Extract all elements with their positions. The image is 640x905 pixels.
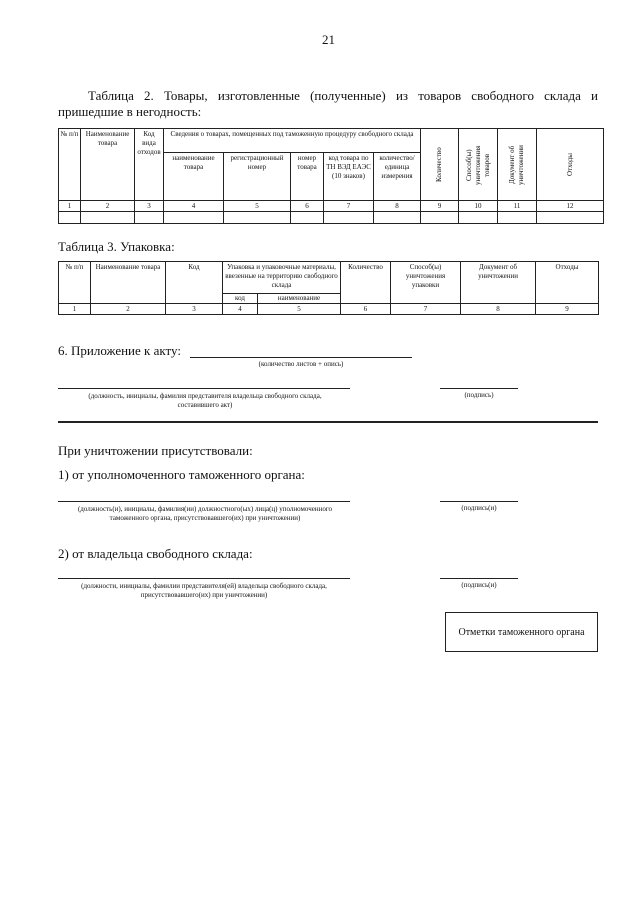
t2-num: 2 bbox=[81, 201, 135, 212]
t2-num: 3 bbox=[135, 201, 164, 212]
t3-h6: Количество bbox=[341, 262, 391, 304]
owner-signature: (подпись(и) bbox=[461, 581, 497, 589]
t2-group: Сведения о товарах, помещенных под таможенную процедуру свободного склада bbox=[164, 129, 421, 153]
table2 bbox=[58, 128, 604, 224]
t2-h3: Код вида отходов bbox=[135, 129, 164, 201]
t3-h8: Документ об уничтожении bbox=[461, 262, 536, 304]
t3-h7: Способ(ы) уничтожения упаковки bbox=[391, 262, 461, 304]
t3-h5: наименование bbox=[258, 294, 341, 304]
t2-h11-cell bbox=[498, 129, 537, 201]
table3 bbox=[58, 261, 599, 315]
t2-num: 9 bbox=[421, 201, 459, 212]
t3-num: 8 bbox=[461, 304, 536, 315]
appendix-caption: (количество листов + опись) bbox=[258, 360, 344, 368]
t2-h6: номер товара bbox=[291, 153, 324, 201]
customs-caption: (должность(и), инициалы, фамилия(ии) должностного(ых) лица(ц) уполномоченного таможенного органа, присутствовавшего(их) при уничтожении) bbox=[77, 505, 333, 522]
t2-h9-cell bbox=[421, 129, 459, 201]
t2-h10-cell bbox=[459, 129, 498, 201]
customs-marks-label: Отметки таможенного органа bbox=[458, 626, 585, 638]
t2-num: 12 bbox=[537, 201, 604, 212]
customs-signature-line bbox=[440, 501, 518, 502]
t2-h2: Наименование товара bbox=[81, 129, 135, 201]
t3-num: 1 bbox=[59, 304, 91, 315]
t2-num: 4 bbox=[164, 201, 224, 212]
t2-num: 5 bbox=[224, 201, 291, 212]
rep-signature-line bbox=[440, 388, 518, 389]
customs-marks-box bbox=[445, 612, 598, 652]
t3-num: 4 bbox=[223, 304, 258, 315]
t2-num: 7 bbox=[324, 201, 374, 212]
t2-h1: № п/п bbox=[59, 129, 81, 201]
customs-line bbox=[58, 501, 350, 502]
t3-num: 6 bbox=[341, 304, 391, 315]
t2-h4: наименование товара bbox=[164, 153, 224, 201]
appendix-label: 6. Приложение к акту: bbox=[58, 343, 181, 358]
t3-h1: № п/п bbox=[59, 262, 91, 304]
t3-num: 9 bbox=[536, 304, 599, 315]
table2-title: Таблица 2. Товары, изготовленные (полученные) из товаров свободного склада и пришедшие в негодность: bbox=[58, 88, 598, 119]
t2-h10: Способ(ы) уничтожения товаров bbox=[464, 144, 491, 185]
rep-caption: (должность, инициалы, фамилия представителя владельца свободного склада, составившего акт) bbox=[88, 392, 322, 409]
t3-h4: код bbox=[223, 294, 258, 304]
t2-h12: Отходы bbox=[565, 153, 574, 176]
table3-title: Таблица 3. Упаковка: bbox=[58, 239, 175, 254]
t2-h7: код товара по ТН ВЭД ЕАЭС (10 знаков) bbox=[324, 153, 374, 201]
t2-num: 10 bbox=[459, 201, 498, 212]
owner-label: 2) от владельца свободного склада: bbox=[58, 546, 253, 561]
t2-h11: Документ об уничтожении bbox=[508, 144, 526, 185]
t3-h3: Код bbox=[166, 262, 223, 304]
rep-line bbox=[58, 388, 350, 389]
t2-h5: регистрационный номер bbox=[224, 153, 291, 201]
t3-h9: Отходы bbox=[536, 262, 599, 304]
t2-h9: Количество bbox=[435, 147, 444, 182]
page-number: 21 bbox=[322, 32, 335, 47]
t2-num: 6 bbox=[291, 201, 324, 212]
rep-signature: (подпись) bbox=[464, 391, 494, 399]
t2-h8: количество/ единица измерения bbox=[374, 153, 421, 201]
t2-empty-row bbox=[59, 212, 604, 224]
t2-num: 8 bbox=[374, 201, 421, 212]
t3-num: 2 bbox=[91, 304, 166, 315]
t2-num: 1 bbox=[59, 201, 81, 212]
t3-num: 5 bbox=[258, 304, 341, 315]
t3-h2: Наименование товара bbox=[91, 262, 166, 304]
present-title: При уничтожении присутствовали: bbox=[58, 443, 253, 458]
owner-caption: (должности, инициалы, фамилии представителя(ей) владельца свободного склада, присутствовавшего(их) при уничтожении) bbox=[81, 582, 327, 599]
t3-num: 7 bbox=[391, 304, 461, 315]
owner-signature-line bbox=[440, 578, 518, 579]
customs-signature: (подпись(и) bbox=[461, 504, 497, 512]
t3-num: 3 bbox=[166, 304, 223, 315]
appendix-line bbox=[190, 357, 412, 358]
t2-num: 11 bbox=[498, 201, 537, 212]
divider bbox=[58, 421, 598, 423]
t3-group: Упаковка и упаковочные материалы, ввезенные на территорию свободного склада bbox=[223, 262, 341, 294]
owner-line bbox=[58, 578, 350, 579]
customs-label: 1) от уполномоченного таможенного органа: bbox=[58, 467, 305, 482]
t2-h12-cell bbox=[537, 129, 604, 201]
